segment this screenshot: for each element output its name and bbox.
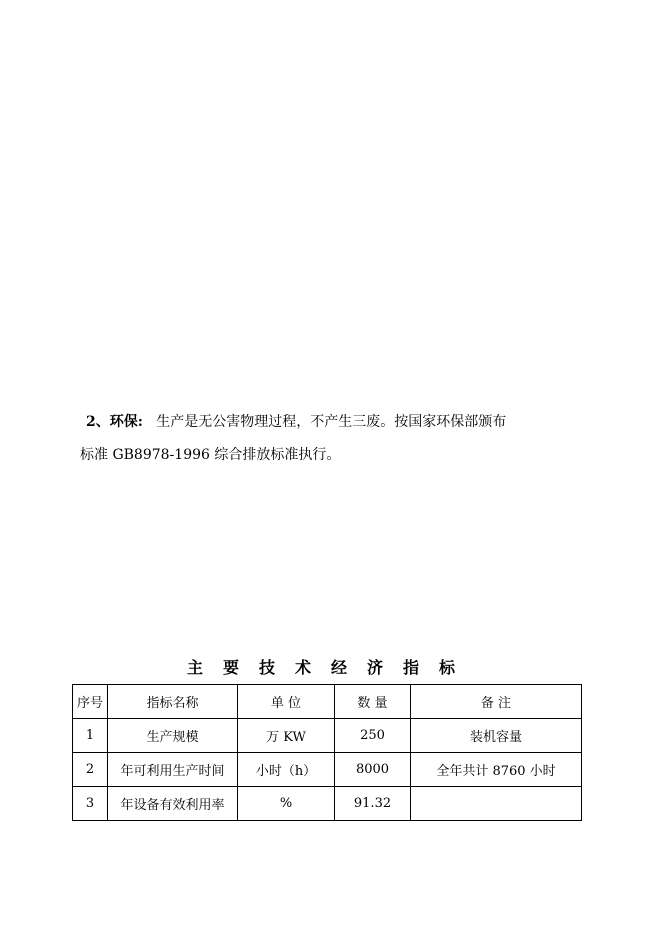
table-header-row — [73, 685, 582, 719]
header-cell: 单 位 — [238, 685, 335, 719]
table-cell: 生产规模 — [108, 719, 238, 753]
header-cell: 序号 — [73, 685, 108, 719]
table-cell: 1 — [73, 719, 108, 753]
table-row — [73, 719, 582, 753]
table-cell: 全年共计 8760 小时 — [411, 753, 582, 787]
table-cell: % — [238, 787, 335, 821]
table-cell: 万 KW — [238, 719, 335, 753]
section-heading: 2、环保: — [86, 414, 143, 430]
table-row — [73, 787, 582, 821]
header-cell: 数 量 — [335, 685, 411, 719]
table-cell: 8000 — [335, 753, 411, 787]
header-cell: 备 注 — [411, 685, 582, 719]
environment-paragraph — [80, 406, 580, 472]
table-cell: 装机容量 — [411, 719, 582, 753]
paragraph-line-2: 标准 GB8978-1996 综合排放标准执行。 — [80, 447, 341, 463]
table-cell — [411, 787, 582, 821]
paragraph-line-1: 生产是无公害物理过程，不产生三废。按国家环保部颁布 — [156, 414, 507, 430]
table-cell: 3 — [73, 787, 108, 821]
table-row — [73, 753, 582, 787]
table-cell: 小时（h） — [238, 753, 335, 787]
table-cell: 年设备有效利用率 — [108, 787, 238, 821]
table-title: 主要技术经济指标 — [186, 658, 475, 677]
table-cell: 年可利用生产时间 — [108, 753, 238, 787]
header-cell: 指标名称 — [108, 685, 238, 719]
table-cell: 2 — [73, 753, 108, 787]
table-cell: 91.32 — [335, 787, 411, 821]
indicators-table — [72, 684, 582, 821]
table-cell: 250 — [335, 719, 411, 753]
